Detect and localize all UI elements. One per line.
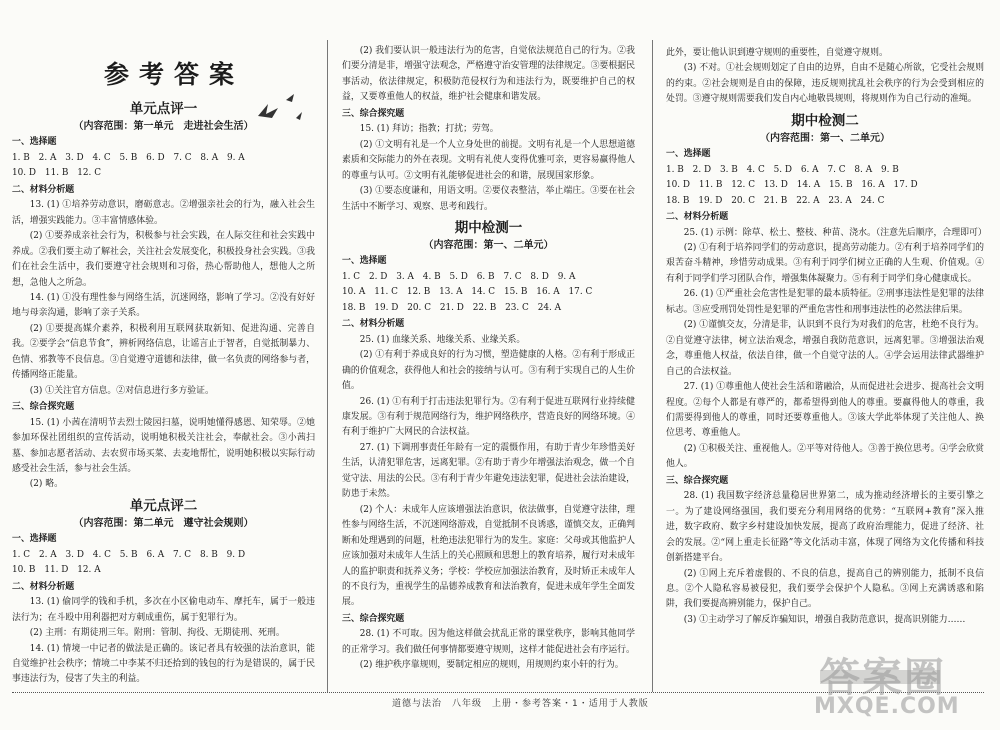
answer-paragraph: (2) ①文明有礼是一个人立身处世的前提。文明有礼是一个人思想道德素质和交际能力的外在表现。文明有礼使人变得优雅可亲，更容易赢得他人的尊重与认可。②文明有礼能够促进社会的和谐，展现国家形象。 [342,139,635,181]
unit1-title: 单元点评一 [129,101,198,117]
answer-paragraph: (2) ①要养成亲社会行为，积极参与社会实践，在人际交往和社会实践中养成。②我们要主动了解社会，关注社会发展变化，积极投身社会实践。③我们在社会生活中，我们要遵守社会规则和习俗，热心帮助他人，想他人之所想，急他人之所急。 [12,231,315,288]
answer-paragraph: (3) 不对。①社会规则划定了自由的边界，自由不是随心所欲，它受社会规则的约束。②社会规则是自由的保障，违反规则扰乱社会秩序的行为会受到相应的处罚。③遵守规则需要我们发自内心地敬畏规则，将规则作为自己行动的准绳。 [666,63,984,105]
answer-paragraph: 15. (1) 拜访；指教；打扰；劳驾。 [359,124,499,135]
unit2-title: 单元点评二 [129,497,198,514]
answer-line: 1. C 2. A 3. D 4. C 5. B 6. A 7. C 8. B 9. D [12,549,246,560]
answer-paragraph: 28. (1) 我国数字经济总量稳居世界第二，成为推动经济增长的主要引擎之一。为了建设网络强国，我们要充分利用网络的优势：“互联网+教育”深入推进，数字政府、数字乡村建设加快发展，提高了政府治理能力，促进了经济、社会的发展。②“网上重走长征路”等文化活动丰富，体现了网络为文化传播和科技创新搭建平台。 [666,491,984,564]
answer-paragraph: (2) 主刑：有期徒刑三年。附刑：管制、拘役、无期徒刑、死刑。 [29,628,285,639]
column-middle [342,44,635,674]
unit2-range: （内容范围：第二单元 遵守社会规则） [73,517,254,529]
answer-line: 18. B 19. D 20. C 21. D 22. B 23. C 24. A [342,302,562,313]
unit1-range: （内容范围：第一单元 走进社会生活） [73,121,254,132]
section-heading: 二、材料分析题 [342,319,405,330]
answer-paragraph: 25. (1) 示例：除草、松土、整枝、种苗、浇水。（注意先后顺序，合理即可） [683,227,987,238]
answer-line: 10. D 11. B 12. C [12,168,101,179]
section-heading: 三、综合探究题 [12,402,75,413]
answer-paragraph: (2) ①有利于培养同学们的劳动意识，提高劳动能力。②有利于培养同学们的艰苦奋斗精神，珍惜劳动成果。③有利于同学们树立正确的人生观、价值观。④有利于同学们学习团队合作，增强集体凝聚力。⑤有利于同学们身心健康成长。 [666,242,984,284]
answer-line: 18. B 19. D 20. C 21. B 22. A 23. A 24. C [666,195,885,206]
section-heading: 一、选择题 [666,149,711,160]
answer-paragraph: (2) 个人：未成年人应该增强法治意识，依法做事，自觉遵守法律，理性参与网络生活，不沉迷网络游戏，自觉抵制不良诱惑，谨慎交友，正确判断和处理遇到的问题，杜绝违法犯罪行为的发生。家庭：父母或其他监护人应该加强对未成年人生活上的关心照顾和思想上的教育培养，履行对未成年人的监护职责和抚养义务；学校：学校应加强法治教育，及时矫正未成年人的不良行为，重视学生的品德养成教育和法治教育，促进未成年学生全面发展。 [342,504,635,608]
watermark-url: MXQE.COM [814,694,960,719]
midterm2-range: （内容范围：第一、二单元） [760,132,890,144]
answer-paragraph: (2) ①网上充斥着虚假的、不良的信息，提高自己的辨别能力，抵制不良信息。②个人隐私容易被侵犯，我们要学会保护个人隐私。③网上充满诱惑和陷阱，我们要提高辨别能力，保护自己。 [666,568,984,610]
answer-paragraph: 25. (1) 血缘关系、地缘关系、业缘关系。 [359,334,526,345]
column-right [666,46,987,628]
section-heading: 一、选择题 [342,256,387,267]
column-divider [652,40,653,692]
answer-line: 10. B 11. D 12. A [12,565,101,576]
answer-paragraph: 14. (1) ①没有理性参与网络生活，沉迷网络，影响了学习。②没有好好地与母亲沟通，影响了亲子关系。 [12,292,315,319]
answer-paragraph: 14. (1) 情境一中记者的做法是正确的。该记者具有较强的法治意识，能自觉维护社会秩序；情境二中李某不归还拾到的钱包的行为是错误的，属于民事违法行为，侵害了失主的利益。 [12,643,315,685]
midterm1-range: （内容范围：第一、二单元） [423,239,554,251]
answer-line: 1. B 2. D 3. B 4. C 5. D 6. A 7. C 8. A 9. B [666,164,899,175]
answer-paragraph: (2) 略。 [29,479,63,490]
answer-paragraph: (2) 我们要认识一般违法行为的危害，自觉依法规范自己的行为。②我们要分清是非，增强守法观念，严格遵守治安管理的法律规定。③要根据民事活动，依法律规定，积极防范侵权行为和违法行为，既要维护自己的权益，又要尊重他人的权益，维护社会健康和谐发展。 [342,46,635,103]
answer-paragraph: 27. (1) 下调刑事责任年龄有一定的震慑作用，有助于青少年珍惜美好生活，认清犯罪危害，远离犯罪。②有助于青少年增强法治观念，做一个自觉守法、用法的公民。③有利于青少年避免违法犯罪，促进社会法治建设，防患于未然。 [342,442,635,500]
section-heading: 二、材料分析题 [666,212,729,223]
section-heading: 一、选择题 [12,137,57,148]
answer-paragraph: 此外，要让他认识到遵守规则的重要性，自觉遵守规则。 [666,48,888,58]
answer-line: 10. D 11. B 12. C 13. D 14. A 15. B 16. A 17. D [666,180,918,191]
answer-line: 10. A 11. C 12. B 13. A 14. C 15. B 16. A 17. C [342,287,593,298]
answer-line: 1. B 2. A 3. D 4. C 5. B 6. D 7. C 8. A 9. A [12,152,245,163]
page-footer: 道德与法治 八年级 上册・参考答案・1・适用于人教版 [392,699,649,709]
section-heading: 二、材料分析题 [12,184,75,195]
watermark-logo: 答案圈 [820,655,946,701]
answer-paragraph: 26. (1) ①严重社会危害性是犯罪的最本质特征。②刑事违法性是犯罪的法律标志。③应受刑罚处罚性是犯罪的严重危害性和刑事违法性的必然法律后果。 [666,289,984,315]
section-heading: 三、综合探究题 [666,475,729,486]
midterm2-title: 期中检测二 [791,112,859,129]
answer-line: 1. C 2. D 3. A 4. B 5. D 6. B 7. C 8. D 9. A [342,271,576,282]
answer-paragraph: (2) ①有利于养成良好的行为习惯，塑造健康的人格。②有利于形成正确的价值观念，获得他人和社会的接纳与认可。③有利于实现自己的人生价值。 [342,350,635,392]
answer-paragraph: (2) ①要提高媒介素养，积极利用互联网获取新知、促进沟通、完善自我。②要学会“信息节食”，辨析网络信息，让谣言止于智者，自觉抵制暴力、色情、邪教等不良信息。③自觉遵守道德和法律，做一名负责的网络参与者，传播网络正能量。 [12,323,315,381]
midterm1-title: 期中检测一 [454,219,523,236]
section-heading: 二、材料分析题 [12,581,75,592]
answer-paragraph: (2) ①谨慎交友，分清是非，认识到不良行为对我们的危害，杜绝不良行为。②自觉遵守法律，树立法治观念，增强自我防范意识，远离犯罪。③增强法治观念，尊重他人权益，依法自律，做一个自觉守法的人。④学会运用法律武器维护自己的合法权益。 [666,320,984,377]
answer-paragraph: 15. (1) 小茜在清明节去烈士陵园扫墓，说明她懂得感恩、知荣辱。②她参加环保社团组织的宣传活动，说明她积极关注社会，奉献社会。③小茜扫墓、参加志愿者活动、去农贸市场买菜、去麦地帮忙，说明她积极以实际行动感受社会生活，参与社会生活。 [12,417,315,474]
answer-paragraph: (3) ①主动学习了解反诈骗知识，增强自我防范意识，提高识别能力…… [683,614,966,625]
answer-paragraph: 27. (1) ①尊重他人使社会生活和谐融洽，从而促进社会进步、提高社会文明程度。②每个人都是有尊严的，都希望得到他人的尊重。要赢得他人的尊重，我们需要得到他人的尊重，同时还要尊重他人。③该大学此举体现了关注他人、换位思考、尊重他人。 [666,382,984,439]
answer-paragraph: 13. (1) ①培养劳动意识，磨砺意志。②增强亲社会的行为，融入社会生活，增强实践能力。③丰富情感体验。 [12,200,315,226]
answer-paragraph: 26. (1) ①有利于打击违法犯罪行为。②有利于促进互联网行业持续健康发展。③有利于规范网络行为，维护网络秩序，营造良好的网络环境。④有利于维护广大网民的合法权益。 [342,396,635,438]
section-heading: 一、选择题 [12,534,57,545]
page-title: 参考答案 [104,60,245,89]
answer-paragraph: (3) ①关注官方信息。②对信息进行多方验证。 [29,385,214,396]
answer-paragraph: (2) 维护秩序靠规则，要制定相应的规则，用规则约束小轩的行为。 [359,660,624,671]
section-heading: 三、综合探究题 [342,613,405,624]
section-heading: 三、综合探究题 [342,108,405,119]
answer-paragraph: (2) ①积极关注、重视他人。②平等对待他人。③善于换位思考。④学会欣赏他人。 [666,443,984,470]
answer-paragraph: 13. (1) 偷同学的钱和手机，多次在小区偷电动车、摩托车，属于一般违法行为；在斗殴中用利器把对方刺成重伤，属于犯罪行为。 [12,597,315,623]
column-left [12,44,315,688]
answer-paragraph: (3) ①要态度谦和，用语文明。②要仪表整洁，举止端庄。③要在社会生活中不断学习、观察、思考和践行。 [342,186,635,212]
answer-paragraph: 28. (1) 不可取。因为他这样做会扰乱正常的课堂秩序，影响其他同学的正常学习。我们做任何事情都要遵守规则，这样才能促进社会有序运行。 [342,629,635,655]
column-divider [327,40,328,692]
